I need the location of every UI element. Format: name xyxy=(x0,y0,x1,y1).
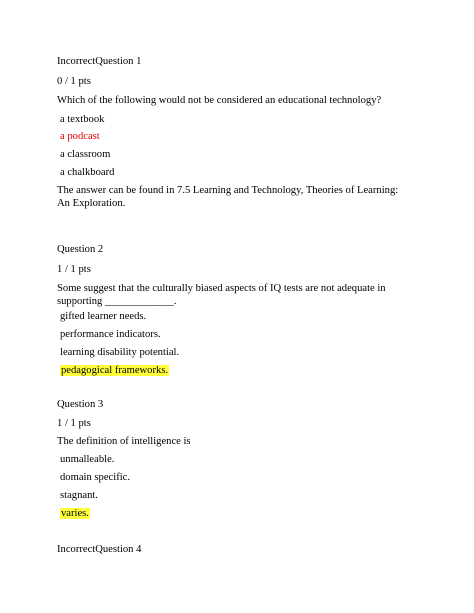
question-3-option-3: stagnant. xyxy=(60,490,98,501)
question-2-option-1: gifted learner needs. xyxy=(60,311,147,322)
question-1-option-3: a classroom xyxy=(60,149,111,160)
question-3-option-2: domain specific. xyxy=(60,472,131,483)
question-2-prompt: Some suggest that the culturally biased aspects of IQ tests are not adequate in supporting _____________. xyxy=(57,283,386,307)
question-1-option-1: a textbook xyxy=(60,114,105,125)
question-1-feedback: The answer can be found in 7.5 Learning and Technology, Theories of Learning: An Exploration. xyxy=(57,185,399,209)
question-3-option-1: unmalleable. xyxy=(60,454,115,465)
question-3-header: Question 3 xyxy=(57,399,104,410)
question-2-option-2: performance indicators. xyxy=(60,329,161,340)
question-3-option-4-correct xyxy=(60,507,90,520)
question-2-score: 1 / 1 pts xyxy=(57,264,91,275)
question-1-option-2-selected-incorrect: a podcast xyxy=(60,131,100,142)
highlighted-answer: varies. xyxy=(61,508,89,519)
question-1-header: IncorrectQuestion 1 xyxy=(57,56,142,67)
question-2-option-3: learning disability potential. xyxy=(60,347,180,358)
question-3-score: 1 / 1 pts xyxy=(57,418,91,429)
highlighted-answer: pedagogical frameworks. xyxy=(61,365,169,376)
question-2-header: Question 2 xyxy=(57,244,104,255)
question-1-prompt: Which of the following would not be considered an educational technology? xyxy=(57,95,382,106)
question-2-option-4-correct xyxy=(60,364,169,377)
question-4-header: IncorrectQuestion 4 xyxy=(57,544,142,555)
question-1-score: 0 / 1 pts xyxy=(57,76,91,87)
question-1-option-4: a chalkboard xyxy=(60,167,115,178)
question-3-prompt: The definition of intelligence is xyxy=(57,436,191,447)
